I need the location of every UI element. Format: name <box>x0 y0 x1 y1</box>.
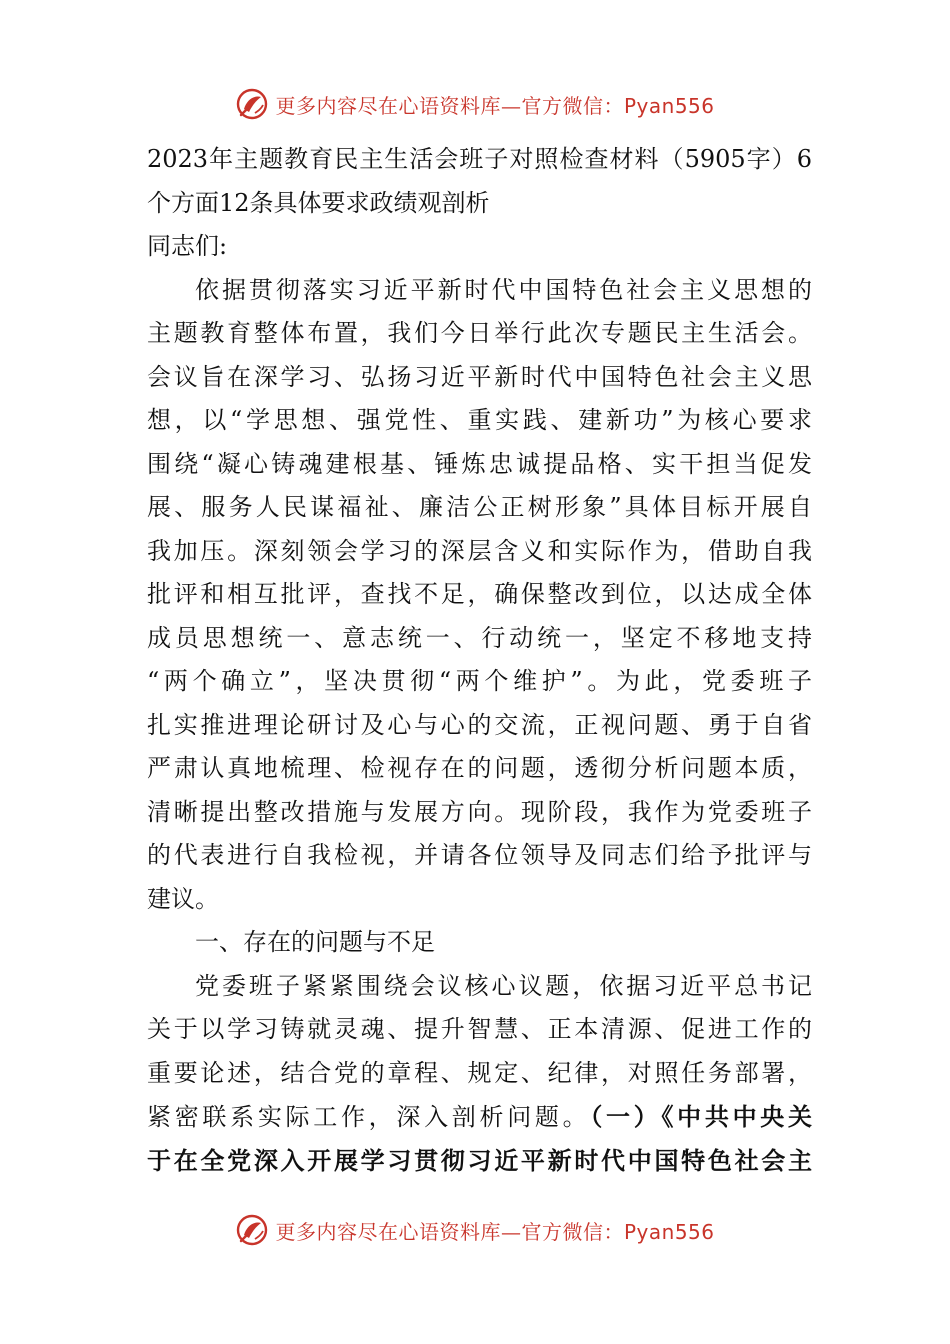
paragraph-line: 关于以学习铸就灵魂、提升智慧、正本清源、促进工作的 <box>147 1015 812 1043</box>
paragraph-line: 围绕“凝心铸魂建根基、锤炼忠诚提品格、实干担当促发 <box>147 449 812 478</box>
paragraph-line: 批评和相互批评，查找不足，确保整改到位，以达成全体 <box>147 580 812 608</box>
paragraph-line <box>147 1095 812 1139</box>
document-title-line: 2023年主题教育民主生活会班子对照检查材料（5905字）6 <box>147 145 812 173</box>
paragraph-line: 成员思想统一、意志统一、行动统一，坚定不移地支持 <box>147 623 812 652</box>
paragraph-line: 展、服务人民谋福祉、廉洁公正树形象”具体目标开展自 <box>147 493 812 521</box>
watermark-banner-bottom <box>0 1210 950 1250</box>
watermark-banner-top <box>0 84 950 124</box>
watermark-text: 更多内容尽在心语资料库—官方微信：Pyan556 <box>275 1219 715 1244</box>
watermark-text: 更多内容尽在心语资料库—官方微信：Pyan556 <box>275 93 715 118</box>
brand-logo-icon <box>235 1213 269 1247</box>
subheading-line: 于在全党深入开展学习贯彻习近平新时代中国特色社会主 <box>147 1145 812 1175</box>
paragraph-line: “两个确立”，坚决贯彻“两个维护”。为此，党委班子 <box>147 667 812 695</box>
paragraph-line: 依据贯彻落实习近平新时代中国特色社会主义思想的 <box>195 275 812 304</box>
section-heading: 一、存在的问题与不足 <box>195 928 435 956</box>
paragraph-line: 严肃认真地梳理、检视存在的问题，透彻分析问题本质， <box>147 754 812 782</box>
paragraph-line: 扎实推进理论研讨及心与心的交流，正视问题、勇于自省 <box>147 710 812 739</box>
paragraph-line: 会议旨在深学习、弘扬习近平新时代中国特色社会主义思 <box>147 362 812 391</box>
document-body <box>147 138 812 1182</box>
paragraph-line: 主题教育整体布置，我们今日举行此次专题民主生活会。 <box>147 319 812 347</box>
paragraph-text: 紧密联系实际工作，深入剖析问题。 <box>147 1103 591 1131</box>
paragraph-line: 建议。 <box>147 884 219 913</box>
paragraph-line: 重要论述，结合党的章程、规定、纪律，对照任务部署， <box>147 1058 812 1087</box>
paragraph-line: 想，以“学思想、强党性、重实践、建新功”为核心要求 <box>147 406 812 434</box>
paragraph-line: 我加压。深刻领会学习的深层含义和实际作为，借助自我 <box>147 536 812 565</box>
paragraph-line: 党委班子紧紧围绕会议核心议题，依据习近平总书记 <box>195 971 812 1000</box>
brand-logo-icon <box>235 87 269 121</box>
salutation: 同志们: <box>147 232 228 260</box>
document-title-line: 个方面12条具体要求政绩观剖析 <box>147 188 490 217</box>
paragraph-line: 清晰提出整改措施与发展方向。现阶段，我作为党委班子 <box>147 797 812 826</box>
paragraph-line: 的代表进行自我检视，并请各位领导及同志们给予批评与 <box>147 841 812 869</box>
subheading-text: （一）《中共中央关 <box>590 1102 812 1131</box>
